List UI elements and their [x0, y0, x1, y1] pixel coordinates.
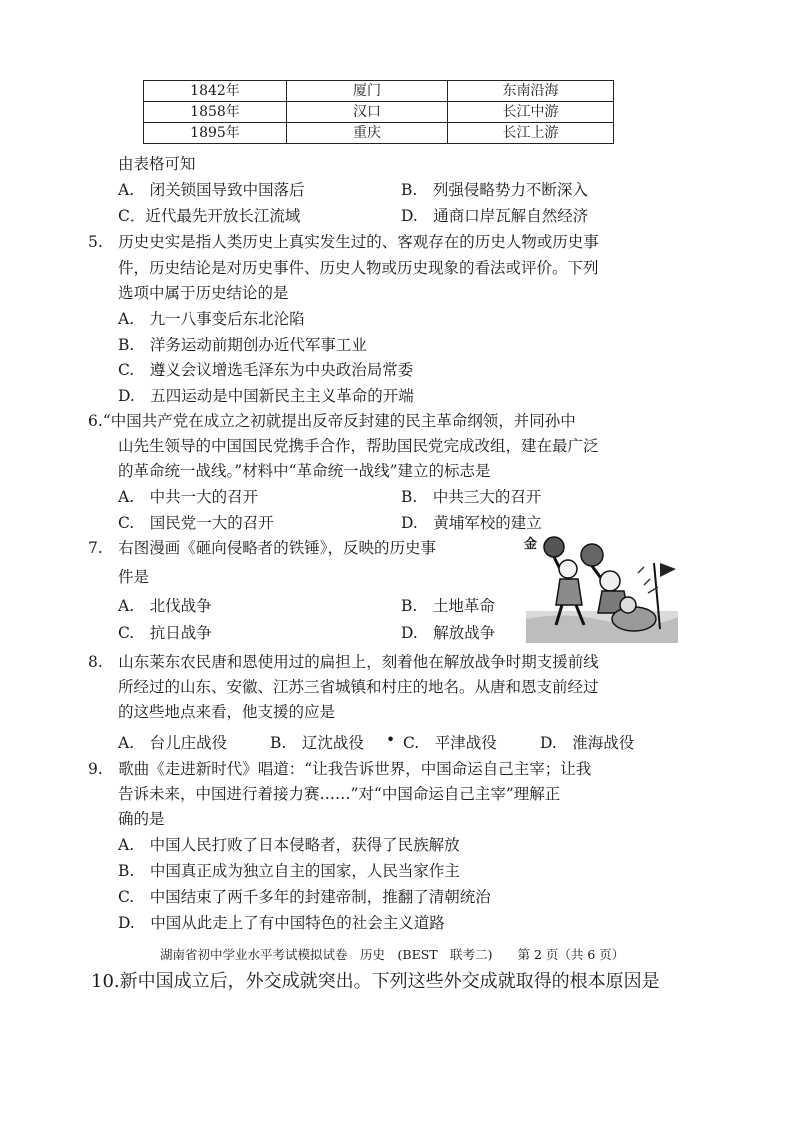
- q5-stem-line1: 5. 历史史实是指人类历史上真实发生过的、客观存在的历史人物或历史事: [88, 233, 599, 251]
- q4-option-d[interactable]: D. 通商口岸瓦解自然经济: [401, 207, 589, 225]
- q8-option-b[interactable]: B. 辽沈战役: [270, 734, 364, 752]
- table-row: [144, 102, 614, 123]
- cartoon-drawing: [526, 533, 678, 643]
- q7-option-a[interactable]: A. 北伐战争: [118, 597, 212, 615]
- table-cell-year: 1895年: [144, 123, 287, 144]
- table-cell-city: 厦门: [287, 81, 448, 102]
- q10-stem-line1: 10.新中国成立后，外交成就突出。下列这些外交成就取得的根本原因是: [91, 971, 660, 992]
- q7-stem-line1: 7. 右图漫画《砸向侵略者的铁锤》，反映的历史事: [88, 539, 437, 557]
- q6-stem-line1: 6.“中国共产党在成立之初就提出反帝反封建的民主革命纲领，并同孙中: [88, 412, 576, 430]
- q6-stem-line2: 山先生领导的中国国民党携手合作，帮助国民党完成改组，建在最广泛: [118, 437, 599, 455]
- hammer-cartoon-image: [526, 533, 678, 643]
- q7-option-d[interactable]: D. 解放战争: [401, 624, 496, 642]
- q5-stem-line2: 件，历史结论是对历史事件、历史人物或历史现象的看法或评价。下列: [118, 259, 599, 277]
- q8-stem-line1: 8. 山东莱东农民唐和恩使用过的扁担上，刻着他在解放战争时期支援前线: [88, 653, 599, 671]
- q6-option-d[interactable]: D. 黄埔军校的建立: [401, 514, 542, 532]
- page-footer: 湖南省初中学业水平考试模拟试卷 历史 (BEST 联考二) 第 2 页（共 6 页）: [160, 947, 625, 962]
- q9-option-d[interactable]: D. 中国从此走上了有中国特色的社会主义道路: [118, 914, 445, 932]
- table-row: [144, 123, 614, 144]
- q5-option-b[interactable]: B. 洋务运动前期创办近代军事工业: [118, 336, 367, 354]
- q9-stem-line2: 告诉未来，中国进行着接力赛……”对“中国命运自己主宰”理解正: [118, 785, 561, 803]
- q8-bullet-mark: •: [386, 731, 396, 749]
- table-cell-region: 长江中游: [448, 102, 614, 123]
- table-cell-city: 汉口: [287, 102, 448, 123]
- q6-option-b[interactable]: B. 中共三大的召开: [401, 488, 542, 506]
- q9-option-a[interactable]: A. 中国人民打败了日本侵略者，获得了民族解放: [118, 836, 460, 854]
- q6-option-a[interactable]: A. 中共一大的召开: [118, 488, 259, 506]
- q8-option-a[interactable]: A. 台儿庄战役: [118, 734, 228, 752]
- q4-option-c[interactable]: C．近代最先开放长江流域: [118, 207, 301, 225]
- q5-option-d[interactable]: D. 五四运动是中国新民主主义革命的开端: [118, 387, 414, 405]
- table-cell-year: 1858年: [144, 102, 287, 123]
- q5-option-a[interactable]: A. 九一八事变后东北沦陷: [118, 310, 305, 328]
- q8-stem-line2: 所经过的山东、安徽、江苏三省城镇和村庄的地名。从唐和恩支前经过: [118, 678, 599, 696]
- q8-stem-line3: 的这些地点来看，他支援的应是: [118, 703, 336, 721]
- ports-table: [143, 80, 614, 144]
- table-row: [144, 81, 614, 102]
- q8-option-d[interactable]: D. 淮海战役: [540, 734, 635, 752]
- table-cell-year: 1842年: [144, 81, 287, 102]
- q7-option-b[interactable]: B. 土地革命: [401, 597, 495, 615]
- table-cell-city: 重庆: [287, 123, 448, 144]
- q4-option-a[interactable]: A. 闭关锁国导致中国落后: [118, 181, 305, 199]
- q4-prompt: 由表格可知: [118, 155, 196, 173]
- q7-stem-line2: 件是: [118, 568, 150, 586]
- q5-option-c[interactable]: C. 遵义会议增选毛泽东为中央政治局常委: [118, 361, 414, 379]
- q9-stem-line1: 9. 歌曲《走进新时代》唱道：“让我告诉世界，中国命运自己主宰；让我: [88, 760, 592, 778]
- cartoon-label: 金: [524, 537, 538, 552]
- q9-option-c[interactable]: C. 中国结束了两千多年的封建帝制，推翻了清朝统治: [118, 888, 491, 906]
- q6-stem-line3: 的革命统一战线。”材料中“革命统一战线”建立的标志是: [118, 462, 491, 480]
- table-cell-region: 长江上游: [448, 123, 614, 144]
- q9-option-b[interactable]: B. 中国真正成为独立自主的国家，人民当家作主: [118, 862, 460, 880]
- table-cell-region: 东南沿海: [448, 81, 614, 102]
- q4-option-b[interactable]: B. 列强侵略势力不断深入: [401, 181, 588, 199]
- q7-option-c[interactable]: C. 抗日战争: [118, 624, 212, 642]
- q5-stem-line3: 选项中属于历史结论的是: [118, 284, 289, 302]
- q9-stem-line3: 确的是: [118, 810, 165, 828]
- q6-option-c[interactable]: C. 国民党一大的召开: [118, 514, 274, 532]
- q8-option-c[interactable]: C. 平津战役: [403, 734, 497, 752]
